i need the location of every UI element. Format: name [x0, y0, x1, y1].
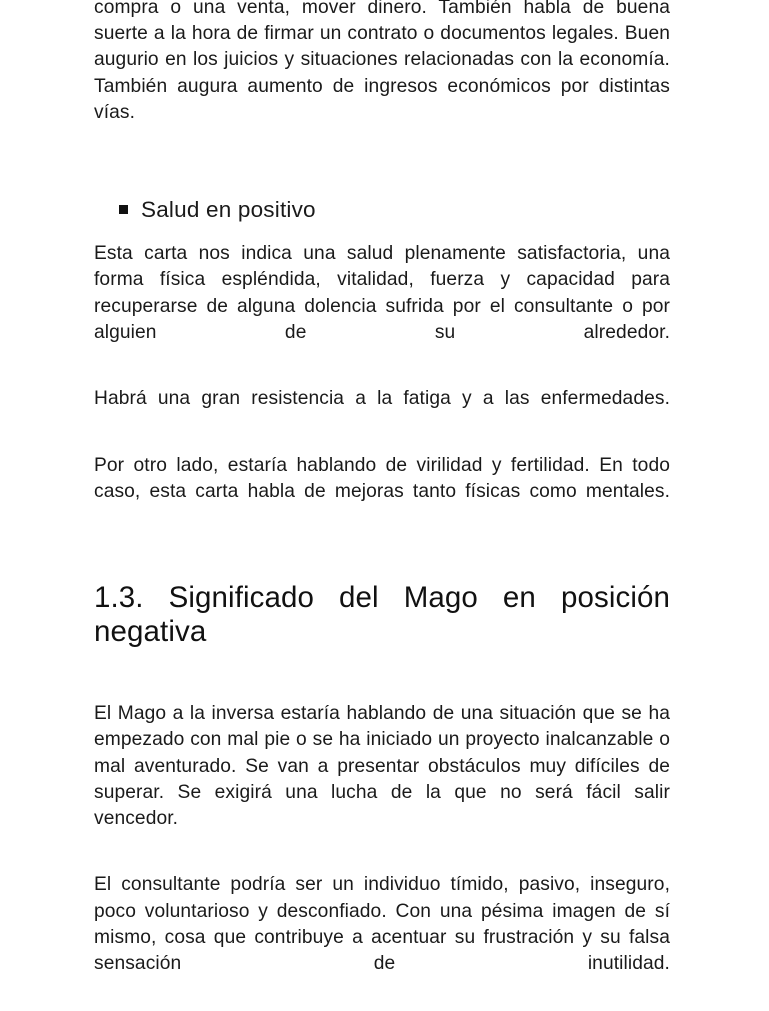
- subsection-paragraph-3: Por otro lado, estaría hablando de virilidad y fertilidad. En todo caso, esta carta habla de mejoras tanto físicas como mentales.: [94, 454, 670, 502]
- text-column: [94, 0, 670, 1011]
- subsection-paragraph-1: Esta carta nos indica una salud plenamente satisfactoria, una forma física espléndida, vitalidad, fuerza y capacidad para recuperarse de alguna dolencia sufrida por el consultante o por alguien de su alrededor.: [94, 243, 670, 343]
- section-paragraph-2: El consultante podría ser un individuo tímido, pasivo, inseguro, poco voluntarioso y desconfiado. Con una pésima imagen de sí mismo, cosa que contribuye a acentuar su frustración y su falsa sensación de inutilidad.: [94, 874, 670, 975]
- paragraph-continuation: compra o una venta, mover dinero. También habla de buena suerte a la hora de firmar un contrato o documentos legales. Buen augurio en los juicios y situaciones relacionadas con la economía. También augura aumento de ingresos económicos por distintas vías.: [94, 0, 670, 123]
- subsection-heading-label: Salud en positivo: [141, 197, 316, 223]
- subsection-heading-salud: [94, 196, 670, 224]
- section-paragraph-1: El Mago a la inversa estaría hablando de una situación que se ha empezado con mal pie o se ha iniciado un proyecto inalcanzable o mal aventurado. Se van a presentar obstáculos muy difíciles de superar. Se exigirá una lucha de la que no será fácil salir vencedor.: [94, 703, 670, 830]
- square-bullet-icon: [119, 205, 128, 214]
- section-heading-1-3: 1.3. Significado del Mago en posición negativa: [94, 581, 670, 649]
- subsection-paragraph-2: Habrá una gran resistencia a la fatiga y a las enfermedades.: [94, 388, 670, 410]
